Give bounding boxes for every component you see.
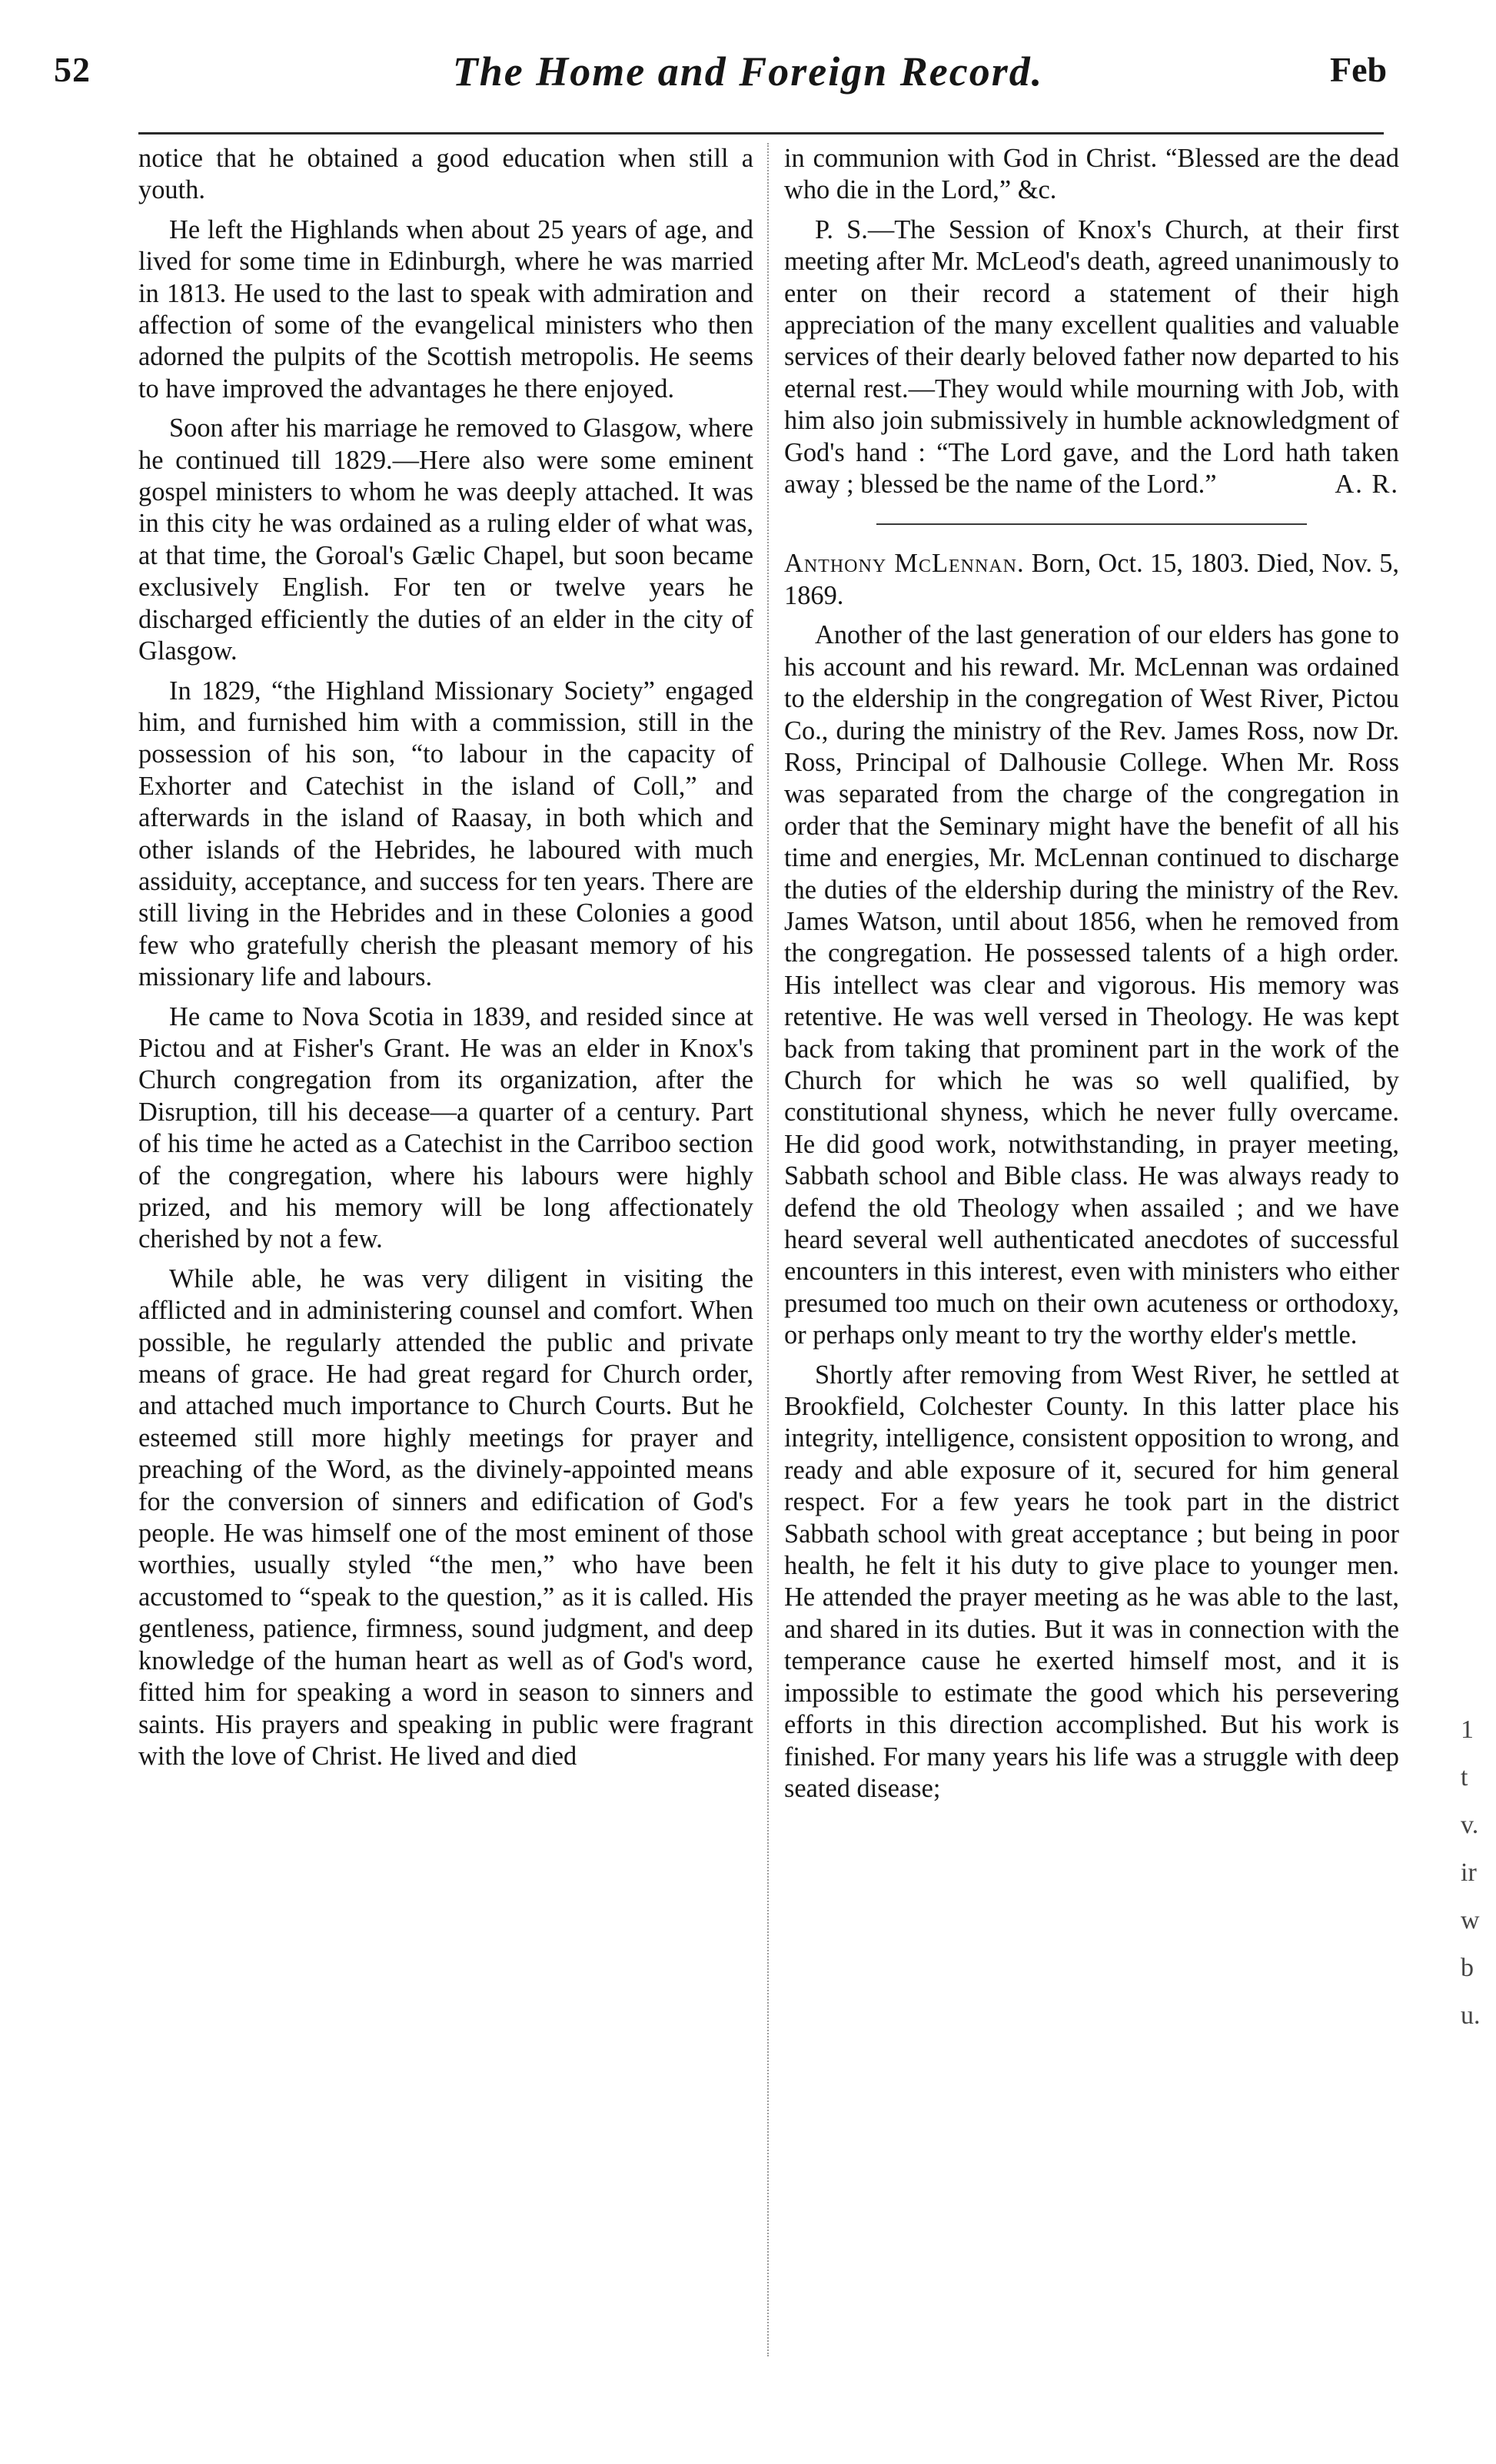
page-header	[0, 0, 1496, 123]
obituary-heading	[784, 548, 1399, 612]
left-column	[138, 143, 753, 1780]
paragraph: While able, he was very diligent in visiting the afflicted and in administering counsel and comfort. When possible, he regularly attended the public and private means of grace. He had great regard for Church order, and attached much importance to Church Courts. But he esteemed still more highly meetings for prayer and preaching of the Word, as the divinely-appointed means for the conversion of sinners and edification of God's people. He was himself one of the most eminent of those worthies, usually styled “the men,” who have been accustomed to “speak to the question,” as it is called. His gentleness, patience, firmness, sound judgment, and deep knowledge of the human heart as well as of God's word, fitted him for speaking a word in season to sinners and saints. His prayers and speaking in public were fragrant with the love of Christ. He lived and died	[138, 1264, 753, 1771]
obituary-dates: Born, Oct. 15, 1803. Died, Nov. 5, 1869.	[784, 549, 1400, 610]
margin-fragment: b	[1461, 1954, 1474, 1982]
obituary-name: Anthony McLennan.	[784, 549, 1025, 579]
journal-title: The Home and Foreign Record.	[452, 48, 1044, 95]
margin-fragment: w	[1461, 1906, 1480, 1934]
margin-fragment: u.	[1461, 2001, 1481, 2030]
paragraph: In 1829, “the Highland Missionary Society” engaged him, and furnished him with a commission, still in the possession of his son, “to labour in the capacity of Exhorter and Catechist in the island of Coll,” and afterwards in the island of Raasay, in both which and other islands of the Hebrides, he laboured with much assiduity, acceptance, and success for ten years. There are still living in the Hebrides and in these Colonies a good few who gratefully cherish the pleasant memory of his missionary life and labours.	[138, 676, 753, 992]
postscript-paragraph	[784, 214, 1399, 501]
signature: A. R.	[1335, 470, 1399, 500]
paragraph: Another of the last generation of our elders has gone to his account and his reward. Mr. McLennan was ordained to the eldership in the congregation of West River, Pictou Co., during the ministry of the Rev. James Ross, now Dr. Ross, Principal of Dalhousie College. When Mr. Ross was separated from the charge of the congregation in order that the Seminary might have the benefit of all his time and energies, Mr. McLennan continued to discharge the duties of the eldership during the ministry of the Rev. James Watson, until about 1856, when he removed from the congregation. He possessed talents of a high order. His intellect was clear and vigorous. His memory was retentive. He was well versed in Theology. He was kept back from taking that prominent part in the work of the Church for which he was so well qualified, by constitutional shyness, which he never fully overcame. He did good work, notwithstanding, in prayer meeting, Sabbath school and Bible class. He was always ready to defend the old Theology when assailed ; and we have heard several well authenticated anecdotes of successful encounters in this interest, even with ministers who either presumed too much on their own acuteness or orthodoxy, or perhaps only meant to try the worthy elder's mettle.	[784, 620, 1399, 1350]
margin-fragments	[1461, 1706, 1491, 2040]
paragraph: in communion with God in Christ. “Blessed are the dead who die in the Lord,” &c.	[784, 144, 1399, 205]
paragraph: He came to Nova Scotia in 1839, and resided since at Pictou and at Fisher's Grant. He was an elder in Knox's Church congregation from its organization, after the Disruption, till his decease—a quarter of a century. Part of his time he acted as a Catechist in the Carriboo section of the congregation, where his labours were highly prized, and his memory will be long affectionately cherished by not a few.	[138, 1001, 753, 1254]
header-rule	[138, 132, 1384, 134]
page-number: 52	[54, 50, 91, 89]
paragraph: Soon after his marriage he removed to Glasgow, where he continued till 1829.—Here also were some eminent gospel ministers to whom he was deeply attached. It was in this city he was ordained as a ruling elder of what was, at that time, the Goroal's Gælic Chapel, but soon became exclusively English. For ten or twelve years he discharged efficiently the duties of an elder in the city of Glasgow.	[138, 413, 753, 666]
right-column	[784, 143, 1399, 1812]
postscript-text: P. S.—The Session of Knox's Church, at their first meeting after Mr. McLeod's death, agreed unanimously to enter on their record a statement of their high appreciation of the many excellent qualities and valuable services of their dearly beloved father now departed to his eternal rest.—They would while mourning with Job, with him also join submissively in humble acknowledgment of God's hand : “The Lord gave, and the Lord hath taken away ; blessed be the name of the Lord.”	[784, 214, 1399, 500]
column-divider	[767, 143, 769, 2356]
header-month: Feb	[1330, 50, 1388, 89]
paragraph: He left the Highlands when about 25 years of age, and lived for some time in Edinburgh, where he was married in 1813. He used to the last to speak with admiration and affection of some of the evangelical ministers who then adorned the pulpits of the Scottish metropolis. He seems to have improved the advantages he there enjoyed.	[138, 214, 753, 403]
margin-fragment: v.	[1461, 1811, 1479, 1839]
margin-fragment: t	[1461, 1763, 1468, 1792]
section-rule	[876, 523, 1307, 525]
paragraph: Shortly after removing from West River, he settled at Brookfield, Colchester County. In this latter place his integrity, intelligence, consistent opposition to wrong, and ready and able exposure of it, secured for him general respect. For a few years he took part in the district Sabbath school with great acceptance ; but being in poor health, he felt it his duty to give place to younger men. He attended the prayer meeting as he was able to the last, and shared in its duties. But it was in connection with the temperance cause he exerted himself most, and it is impossible to estimate the good which his persevering efforts in this direction accomplished. But his work is finished. For many years his life was a struggle with deep seated disease;	[784, 1360, 1399, 1803]
margin-fragment: 1	[1461, 1715, 1474, 1744]
margin-fragment: ir	[1461, 1858, 1477, 1887]
paragraph: notice that he obtained a good education when still a youth.	[138, 144, 753, 205]
